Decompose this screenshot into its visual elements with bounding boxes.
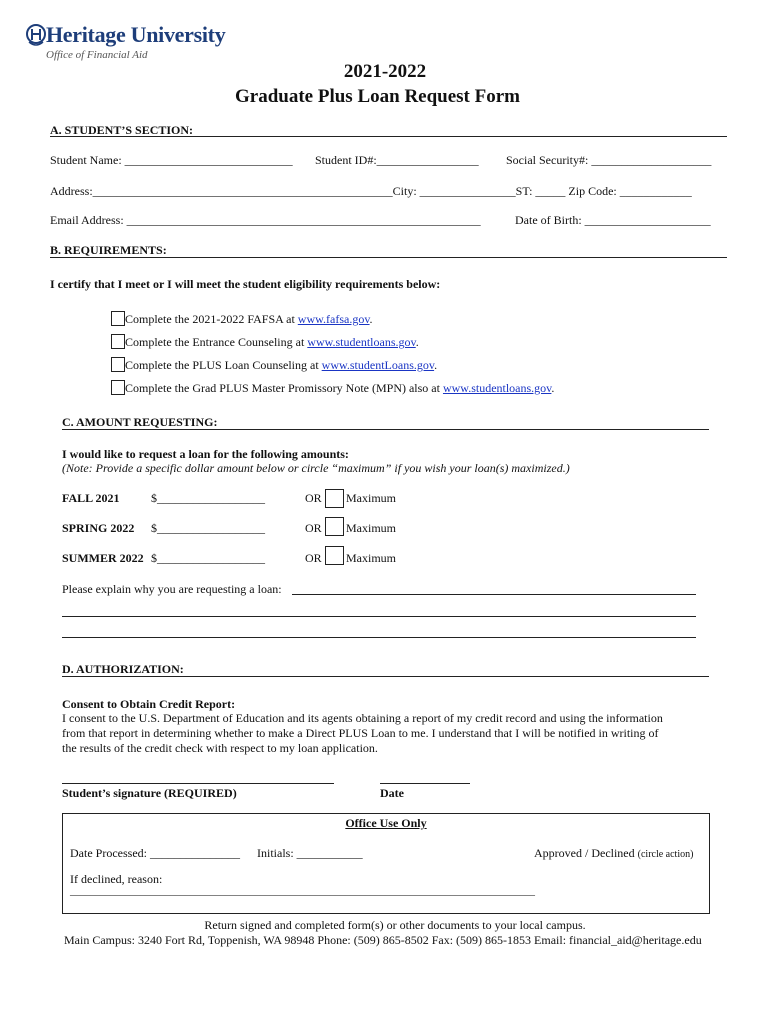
consent-line: I consent to the U.S. Department of Education and its agents obtaining a report of my credit record and using the information [62, 711, 663, 725]
university-seal-icon [26, 22, 46, 48]
requirement-text: Complete the Entrance Counseling at [125, 335, 308, 349]
fall-maximum-checkbox[interactable] [325, 489, 344, 508]
address-field[interactable]: Address:__________________________________________________City: ________________ST: _____ Zip Code: ____________ [50, 184, 692, 198]
logo-name: Heritage University [46, 22, 226, 47]
consent-title: Consent to Obtain Credit Report: [62, 697, 236, 711]
student-id-field[interactable]: Student ID#:_________________ [315, 153, 479, 167]
or-label: OR [305, 551, 322, 565]
plus-counseling-checkbox[interactable] [111, 357, 125, 372]
footer-return-note: Return signed and completed form(s) or other documents to your local campus. [204, 918, 586, 932]
section-a-heading: A. STUDENT’S SECTION: [50, 123, 194, 137]
declined-reason-field[interactable]: _____________________________________________________________________________________________ [70, 886, 535, 897]
term-label: FALL 2021 [62, 491, 120, 505]
term-label: SPRING 2022 [62, 521, 135, 535]
certify-text: I certify that I meet or I will meet the student eligibility requirements below: [50, 277, 441, 291]
period: . [434, 358, 438, 372]
spring-amount-field[interactable]: $__________________ [151, 521, 265, 535]
summer-maximum-checkbox[interactable] [325, 546, 344, 565]
entrance-counseling-checkbox[interactable] [111, 334, 125, 349]
explain-line[interactable] [62, 637, 696, 638]
studentloans-link[interactable]: www.studentLoans.gov [321, 358, 435, 372]
circle-action-note: (circle action) [637, 849, 694, 860]
page-title: Graduate Plus Loan Request Form [235, 86, 520, 107]
amount-intro: I would like to request a loan for the following amounts: [62, 447, 349, 461]
requirement-text: Complete the 2021-2022 FAFSA at [125, 312, 298, 326]
consent-line: from that report in determining whether to make a Direct PLUS Loan to me. I understand that I will be notified in writing of [62, 726, 659, 740]
divider [62, 429, 709, 430]
divider [62, 676, 709, 677]
date-processed-field[interactable]: Date Processed: _______________ [70, 846, 240, 860]
explain-line[interactable] [62, 616, 696, 617]
explain-label: Please explain why you are requesting a loan: [62, 582, 282, 596]
maximum-label: Maximum [346, 491, 396, 505]
period: . [551, 381, 555, 395]
explain-line[interactable] [292, 594, 696, 595]
maximum-label: Maximum [346, 521, 396, 535]
term-label: SUMMER 2022 [62, 551, 144, 565]
email-field[interactable]: Email Address: ___________________________________________________________ [50, 213, 481, 227]
or-label: OR [305, 491, 322, 505]
initials-field[interactable]: Initials: ___________ [257, 846, 363, 860]
studentloans-link[interactable]: www.studentloans.gov [307, 335, 416, 349]
signature-label: Student’s signature (REQUIRED) [62, 786, 237, 800]
consent-line: the results of the credit check with respect to my loan application. [62, 741, 378, 755]
approval-status [534, 846, 693, 861]
section-c-heading: C. AMOUNT REQUESTING: [62, 415, 218, 429]
date-line[interactable] [380, 783, 470, 784]
fafsa-link[interactable]: www.fafsa.gov [297, 312, 370, 326]
period: . [369, 312, 373, 326]
fafsa-checkbox[interactable] [111, 311, 125, 326]
form-year: 2021-2022 [343, 61, 427, 82]
summer-amount-field[interactable]: $__________________ [151, 551, 265, 565]
requirement-text: Complete the Grad PLUS Master Promissory Note (MPN) also at [125, 381, 443, 395]
spring-maximum-checkbox[interactable] [325, 517, 344, 536]
mpn-checkbox[interactable] [111, 380, 125, 395]
fall-amount-field[interactable]: $__________________ [151, 491, 265, 505]
approved-declined-label: Approved / Declined [534, 846, 635, 860]
ssn-field[interactable]: Social Security#: ____________________ [506, 153, 712, 167]
amount-note: (Note: Provide a specific dollar amount below or circle “maximum” if you wish your loan(s) maximized.) [62, 461, 570, 475]
dob-field[interactable]: Date of Birth: _____________________ [515, 213, 711, 227]
footer-contact: Main Campus: 3240 Fort Rd, Toppenish, WA 98948 Phone: (509) 865-8502 Fax: (509) 865-1853 Email: financial_aid@heritage.edu [64, 933, 702, 947]
or-label: OR [305, 521, 322, 535]
student-name-field[interactable]: Student Name: ____________________________ [50, 153, 293, 167]
section-d-heading: D. AUTHORIZATION: [62, 662, 184, 676]
signature-line[interactable] [62, 783, 334, 784]
logo-subtitle: Office of Financial Aid [46, 49, 148, 61]
divider [50, 136, 727, 137]
section-b-heading: B. REQUIREMENTS: [50, 243, 167, 257]
studentloans-link[interactable]: www.studentloans.gov [442, 381, 552, 395]
declined-reason-label: If declined, reason: [70, 872, 163, 886]
divider [50, 257, 727, 258]
requirement-text: Complete the PLUS Loan Counseling at [125, 358, 322, 372]
office-use-title: Office Use Only [345, 816, 427, 830]
period: . [415, 335, 419, 349]
date-label: Date [380, 786, 404, 800]
maximum-label: Maximum [346, 551, 396, 565]
